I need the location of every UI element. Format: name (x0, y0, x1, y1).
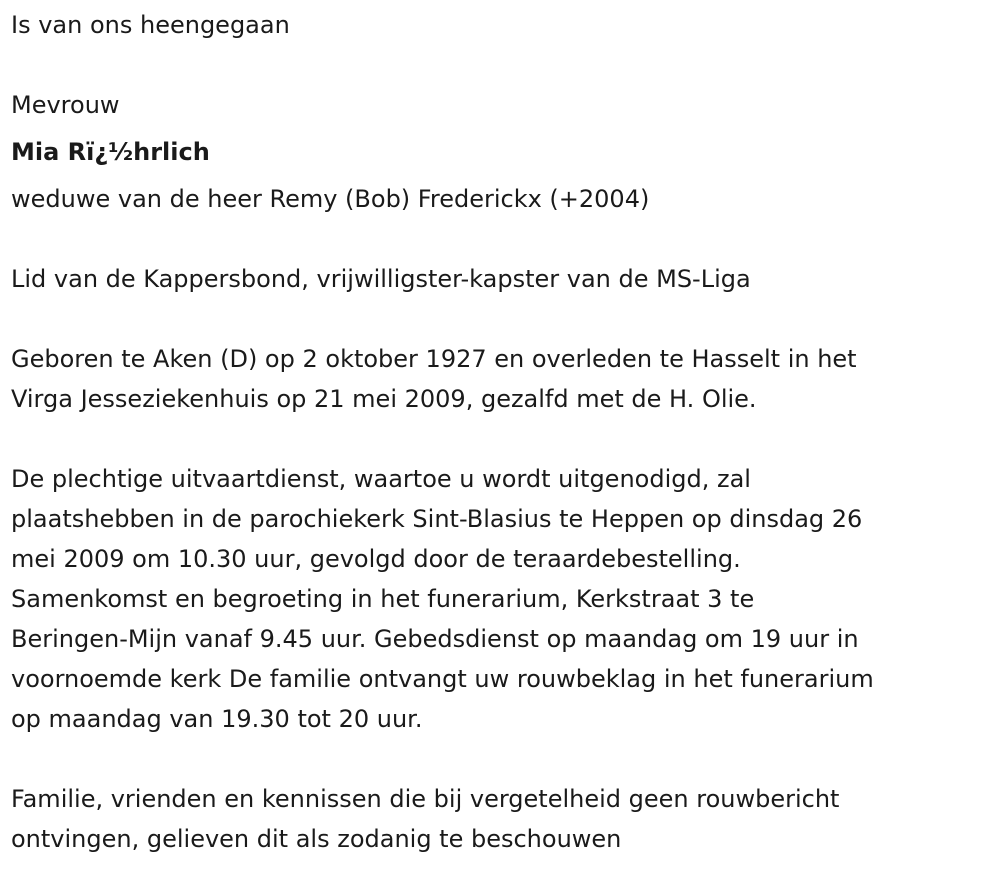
paragraph-line: plaatshebben in de parochiekerk Sint-Blasius te Heppen op dinsdag 26 (11, 505, 863, 533)
spacer (11, 219, 1000, 259)
widow-line: weduwe van de heer Remy (Bob) Frederickx (+2004) (11, 185, 650, 213)
deceased-name: Mia Rï¿½hrlich (11, 138, 210, 166)
paragraph-line: Geboren te Aken (D) op 2 oktober 1927 en overleden te Hasselt in het (11, 345, 857, 373)
intro-line: Is van ons heengegaan (11, 11, 290, 39)
funeral-paragraph (11, 459, 986, 739)
birth-death-paragraph (11, 339, 986, 419)
spacer (11, 419, 1000, 459)
paragraph-line: ontvingen, gelieven dit als zodanig te beschouwen (11, 825, 622, 853)
spacer (11, 739, 1000, 779)
paragraph-line: Virga Jesseziekenhuis op 21 mei 2009, gezalfd met de H. Olie. (11, 385, 757, 413)
paragraph-line: voornoemde kerk De familie ontvangt uw rouwbeklag in het funerarium (11, 665, 874, 693)
membership-line: Lid van de Kappersbond, vrijwilligster-kapster van de MS-Liga (11, 265, 751, 293)
paragraph-line: De plechtige uitvaartdienst, waartoe u wordt uitgenodigd, zal (11, 465, 751, 493)
salutation: Mevrouw (11, 91, 120, 119)
paragraph-line: Familie, vrienden en kennissen die bij vergetelheid geen rouwbericht (11, 785, 840, 813)
paragraph-line: op maandag van 19.30 tot 20 uur. (11, 705, 423, 733)
paragraph-line: Beringen-Mijn vanaf 9.45 uur. Gebedsdienst op maandag om 19 uur in (11, 625, 859, 653)
paragraph-line: mei 2009 om 10.30 uur, gevolgd door de teraardebestelling. (11, 545, 741, 573)
paragraph-line: Samenkomst en begroeting in het funerarium, Kerkstraat 3 te (11, 585, 755, 613)
spacer (11, 299, 1000, 339)
closing-paragraph (11, 779, 986, 859)
